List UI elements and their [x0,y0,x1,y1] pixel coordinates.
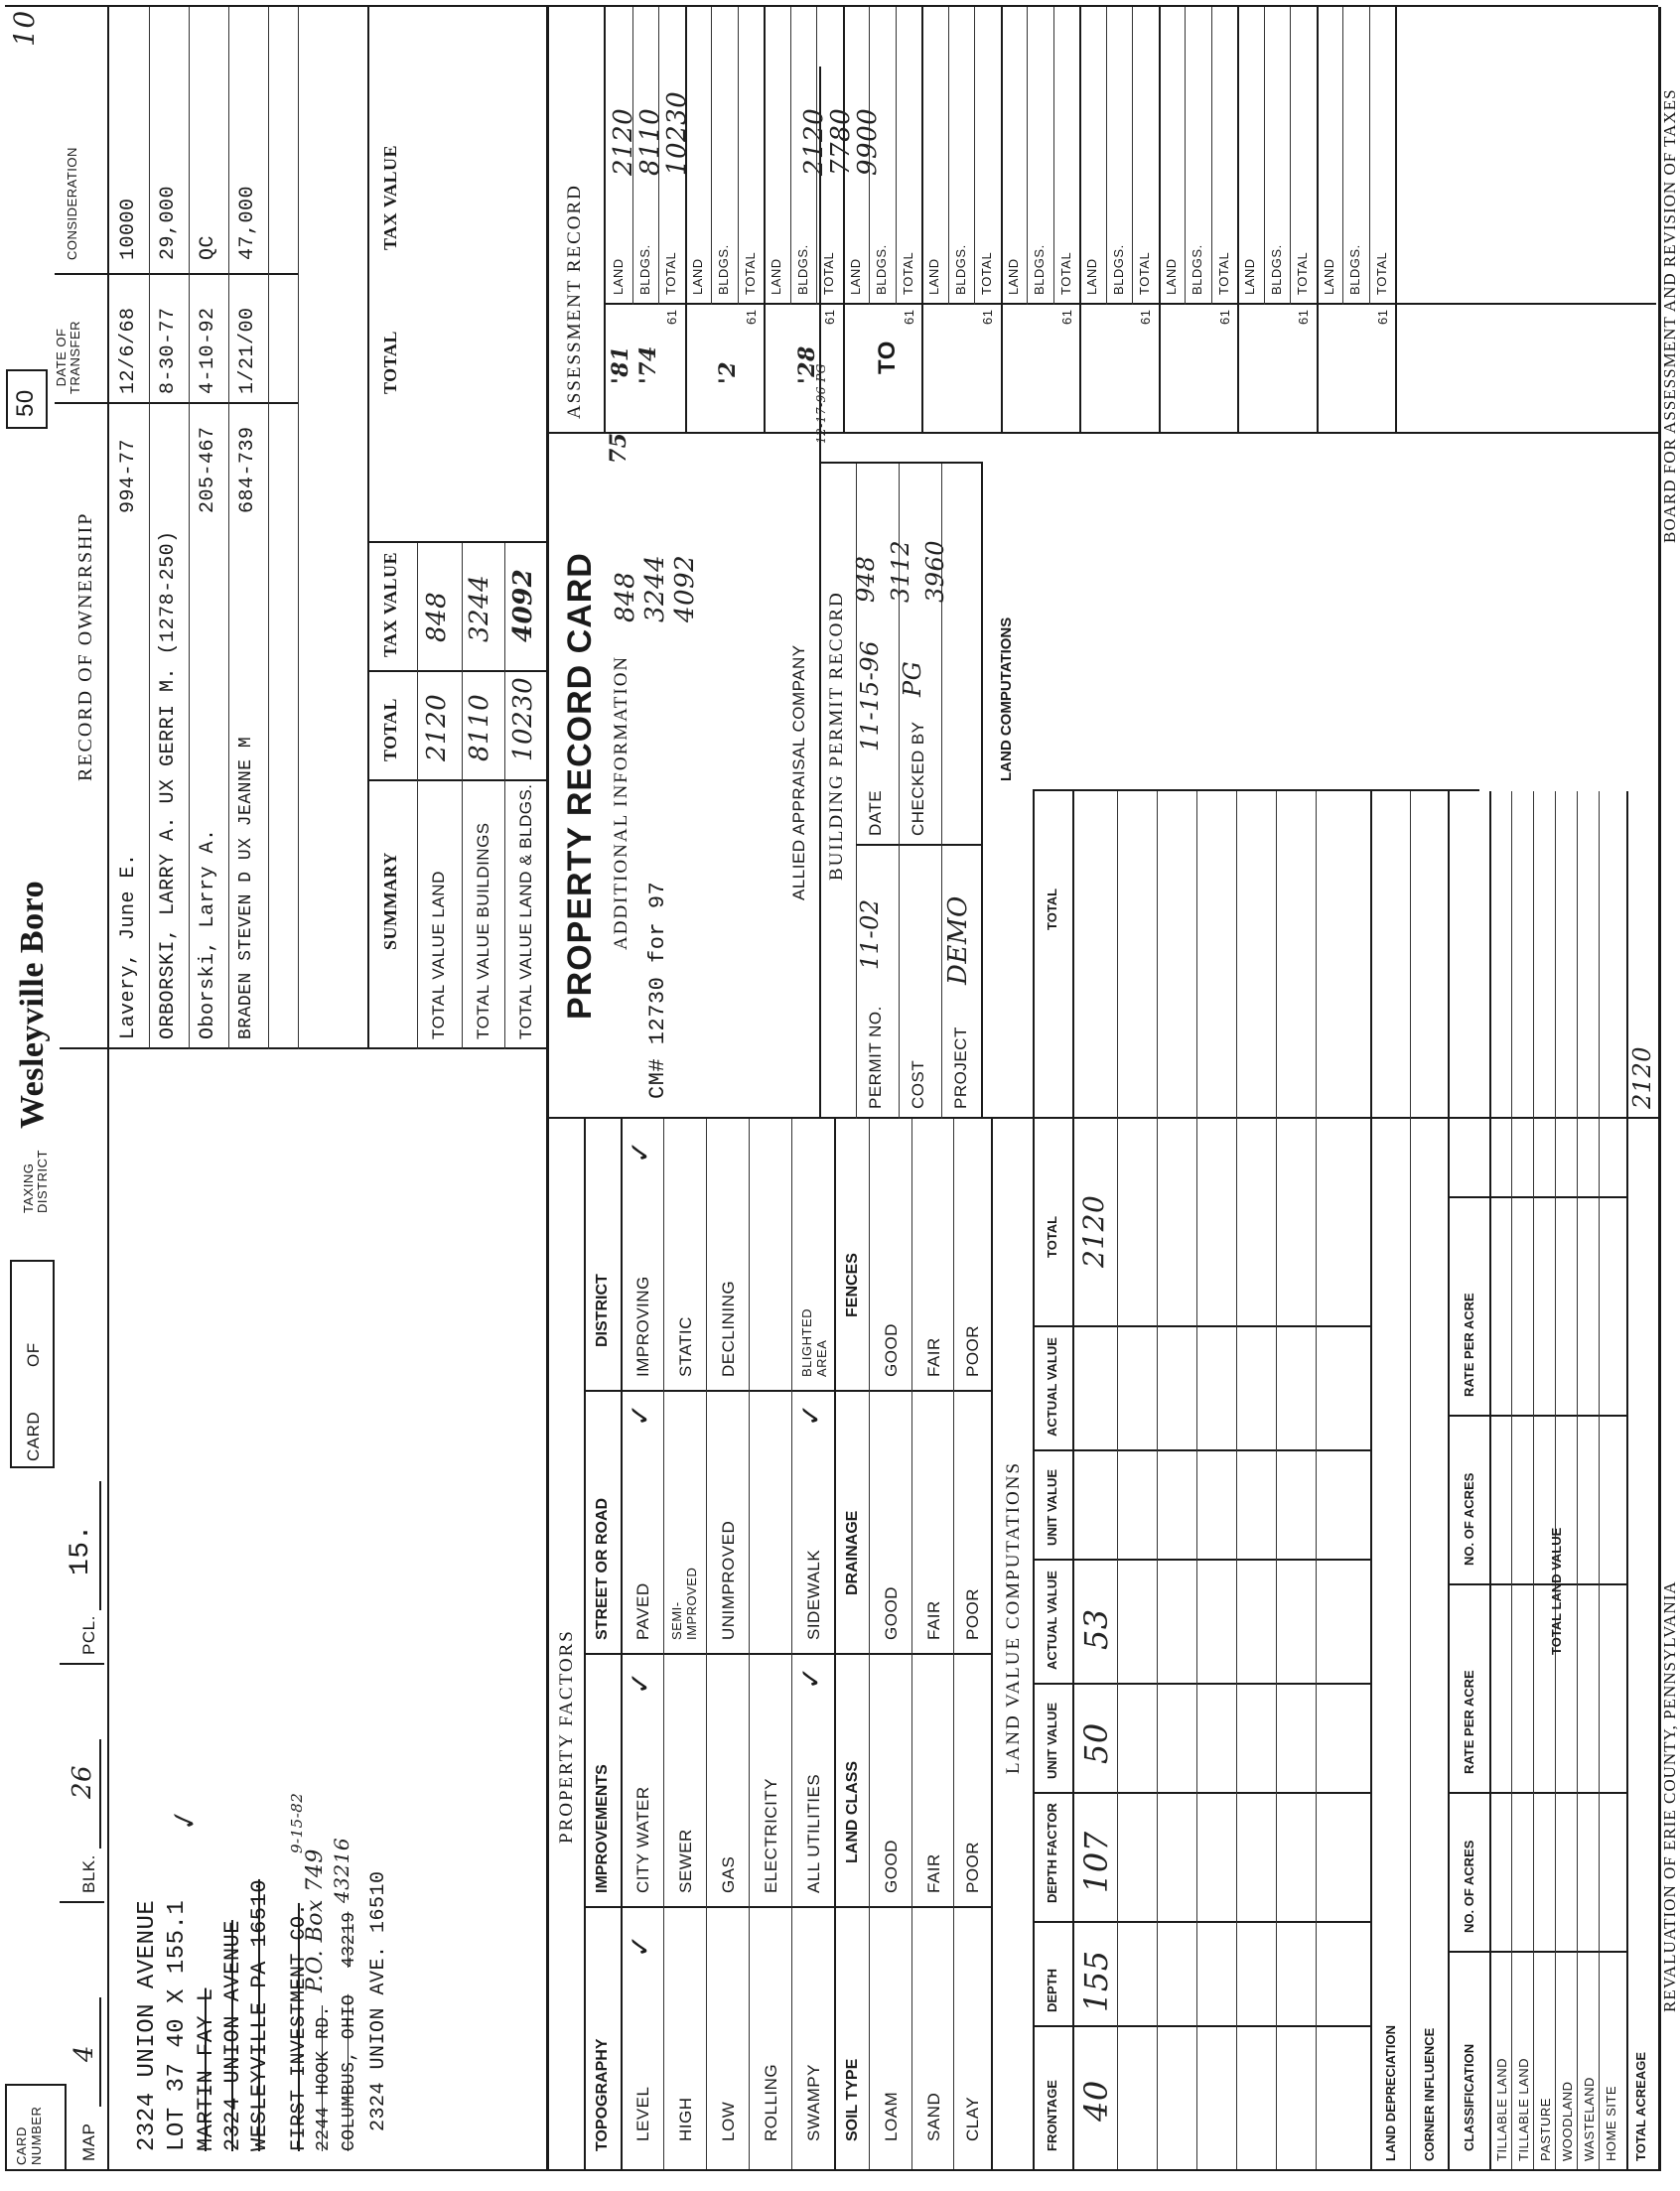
corner-influence-label: CORNER INFLUENCE [1422,2027,1437,2161]
address-line-2: LOT 37 40 X 155.1 [164,1899,191,2151]
acre-rate-header-2: RATE PER ACRE [1462,1293,1476,1397]
blk-label: BLK. [79,1854,98,1893]
lv-unit-value-2-header: UNIT VALUE [1045,1468,1059,1546]
assess-hand-75: 75 [606,432,631,464]
owner-2-date: 8-30-77 [157,307,180,394]
pcl-value: 15. [66,1524,96,1575]
card-number-label: CARD NUMBER [14,2106,44,2165]
assessment-total-label: TOTAL [1137,251,1152,295]
project-value: DEMO [943,895,973,985]
land-depreciation-label: LAND DEPRECIATION [1383,2025,1398,2161]
permit-value-1: 948 [852,555,880,603]
lv-actual-value: 53 [1077,1608,1115,1650]
impr-all-utilities: ALL UTILITIES [804,1773,823,1893]
assess-total-81: 10230 [662,90,692,176]
summary-row-2-label: TOTAL VALUE BUILDINGS [474,822,492,1039]
acre-row-woodland: WOODLAND [1560,2081,1575,2161]
columbus-struck: COLUMBUS, OHIO [340,1993,359,2151]
assess-year-74: '74 [635,345,661,384]
acre-row-tillable-2: TILLABLE LAND [1516,2057,1531,2161]
drainage-poor: POOR [963,1587,982,1640]
permit-value-3: 3960 [921,539,949,603]
lv-depth-factor-header: DEPTH FACTOR [1045,1803,1059,1903]
hand-value-2: 3244 [640,554,670,622]
summary-row-1-label: TOTAL VALUE LAND [429,871,448,1039]
assessment-bldgs-label: BLDGS. [952,244,968,295]
assessment-title: ASSESSMENT RECORD [564,184,585,419]
assessment-land-label: LAND [1242,258,1257,295]
land-class-poor: POOR [963,1841,982,1893]
lv-depth-header: DEPTH [1045,1968,1059,2012]
lv-frontage-header: FRONTAGE [1045,2080,1059,2151]
fences-poor: POOR [963,1324,982,1377]
hand-date-note: 9-15-82 [288,1792,306,1853]
acre-row-wasteland: WASTELAND [1582,2077,1597,2161]
assessment-61-mark: 61 [1138,309,1153,325]
assess-bldgs-28: 7780 [826,107,856,176]
owner-4-ref: 684-739 [236,426,259,513]
permit-no-label: PERMIT NO. [866,1006,885,1109]
owner-4-date: 1/21/00 [236,307,259,394]
assessment-61-mark: 61 [743,309,759,325]
street-header: STREET OR ROAD [594,1497,611,1640]
lv-unit-value: 50 [1077,1722,1115,1764]
assessment-total-label: TOTAL [663,251,678,295]
acre-classification-header: CLASSIFICATION [1462,2043,1476,2151]
assess-land-81: 2120 [609,107,638,176]
ownership-title: RECORD OF OWNERSHIP [74,511,96,781]
owner-4-consideration: 47,000 [236,185,259,260]
assessment-61-mark: 61 [822,309,837,325]
assessment-bldgs-label: BLDGS. [794,244,810,295]
acre-rate-header-1: RATE PER ACRE [1462,1670,1476,1774]
summary-row-3-label: TOTAL VALUE LAND & BLDGS. [516,783,535,1039]
blighted-check-icon: ✓ [794,1403,827,1427]
land-value-title: LAND VALUE COMPUTATIONS [1003,1460,1024,1774]
assessment-bldgs-label: BLDGS. [716,244,731,295]
permit-title: BUILDING PERMIT RECORD [826,591,847,881]
assessment-total-label: TOTAL [1373,251,1389,295]
prc-title: PROPERTY RECORD CARD [561,552,599,1020]
assessment-land-label: LAND [1005,258,1021,295]
fences-good: GOOD [882,1323,901,1377]
land-computations-title: LAND COMPUTATIONS [998,616,1015,781]
lv-actual-value-header: ACTUAL VALUE [1045,1571,1059,1670]
district-static: STATIC [676,1316,695,1377]
assess-total-28: 9900 [853,107,883,176]
topo-low: LOW [719,2101,738,2141]
summary-tax-header: TAX VALUE [380,551,400,657]
sidewalk-check-icon: ✓ [794,1666,827,1690]
columbus-zip-struck: 43219 [340,1911,359,1968]
assessment-bldgs-label: BLDGS. [1190,244,1204,295]
land-class-good: GOOD [882,1840,901,1893]
level-check-icon: ✓ [624,1934,656,1958]
assessment-61-mark: 61 [1216,309,1232,325]
district-declining: DECLINING [719,1280,738,1377]
street-sidewalk: SIDEWALK [804,1549,823,1640]
paved-check-icon: ✓ [624,1403,656,1427]
owner-3-date: 4-10-92 [197,307,219,394]
topography-header: TOPOGRAPHY [594,2038,611,2151]
assessment-total-label: TOTAL [979,251,994,295]
owner-2-name: ORBORSKI, LARRY A. UX GERRI M. (1278-250) [157,530,180,1039]
city-water-check-icon: ✓ [624,1671,656,1695]
assessment-land-label: LAND [689,258,705,295]
lv-right-total-header: TOTAL [1045,888,1059,930]
topo-high: HIGH [676,2097,695,2141]
owner-4-name: BRADEN STEVEN D UX JEANNE M [236,736,256,1039]
map-value: 4 [70,2044,99,2062]
soil-loam: LOAM [882,2091,901,2141]
street-unimproved: UNIMPROVED [719,1520,738,1640]
soil-clay: CLAY [963,2096,982,2141]
assess-to: TO [874,341,901,374]
assess-land-28: 2120 [799,107,829,176]
lv-total-header: TOTAL [1045,1215,1059,1258]
assessment-61-mark: 61 [901,309,916,325]
fences-header: FENCES [844,1253,861,1317]
assessment-bldgs-label: BLDGS. [1268,244,1284,295]
struck-owner: MARTIN FAY L [194,1987,218,2151]
summary-row-1-tax: 848 [422,591,452,642]
struck-address: 2324 UNION AVENUE [220,1920,245,2151]
lv-depth-value: 155 [1077,1950,1115,2012]
first-investment: FIRST INVESTMENT CO. [288,1902,311,2151]
assessment-61-mark: 61 [980,309,995,325]
assessment-61-mark: 61 [1374,309,1390,325]
assessment-bldgs-label: BLDGS. [636,244,652,295]
hand-value-3: 4092 [670,554,700,622]
owner-3-name: Oborski, Larry A. [197,828,219,1039]
assess-year-28: '28 [794,345,820,384]
assessment-land-label: LAND [1163,258,1179,295]
pcl-label: PCL. [79,1615,98,1655]
summary-row-3-total: 10230 [508,676,538,761]
assessment-land-label: LAND [769,258,783,295]
total-land-value: 2120 [1628,1045,1656,1109]
assess-year-2: '2 [715,360,741,384]
impr-sewer: SEWER [676,1829,695,1893]
card-label: CARD [24,1411,43,1461]
lv-unit-value-header: UNIT VALUE [1045,1702,1059,1779]
district-header: DISTRICT [594,1274,611,1347]
acre-row-pasture: PASTURE [1538,2098,1553,2161]
assessment-bldgs-label: BLDGS. [874,244,889,295]
drainage-fair: FAIR [924,1600,943,1640]
owner-1-ref: 994-77 [117,438,140,513]
impr-gas: GAS [719,1855,738,1893]
drainage-good: GOOD [882,1586,901,1640]
blk-value: 26 [68,1764,97,1799]
property-factors-title: PROPERTY FACTORS [556,1629,577,1844]
company-name: ALLIED APPRAISAL COMPANY [789,644,808,900]
owner-1-date: 12/6/68 [117,307,140,394]
acre-row-tillable-1: TILLABLE LAND [1494,2057,1509,2161]
soil-sand: SAND [924,2092,943,2141]
topo-rolling: ROLLING [762,2063,780,2141]
summary-row-3-tax: 4092 [508,568,538,642]
owner-2-consideration: 29,000 [157,185,180,260]
district-blighted: BLIGHTED AREA [799,1307,829,1377]
lv-frontage-value: 40 [1077,2080,1115,2122]
assessment-land-label: LAND [847,258,863,295]
corner-mark: 10 [8,10,41,47]
permit-date-value: 11-15-96 [856,640,884,752]
assessment-land-label: LAND [1321,258,1336,295]
improving-check-icon: ✓ [624,1140,656,1164]
lv-total-value: 2120 [1077,1194,1110,1268]
assessment-61-mark: 61 [1296,309,1311,325]
impr-electricity: ELECTRICITY [762,1777,780,1893]
owner-3-consideration: QC [197,234,219,260]
acre-no-header-1: NO. OF ACRES [1462,1840,1476,1933]
summary-total-header: TOTAL [380,698,400,761]
impr-city-water: CITY WATER [633,1786,652,1893]
summary-title: SUMMARY [380,852,400,950]
soil-header: SOIL TYPE [844,2058,861,2141]
columbus-zip-hand: 43216 [330,1837,353,1903]
lv-actual-value-2-header: ACTUAL VALUE [1045,1337,1059,1437]
date-transfer-header: DATE OF TRANSFER [54,320,82,394]
owner-3-ref: 205-467 [197,426,219,513]
total-land-value-label: TOTAL LAND VALUE [1549,1527,1564,1655]
topo-swampy: SWAMPY [804,2064,823,2141]
street-paved: PAVED [633,1582,652,1640]
acre-row-home-site: HOME SITE [1604,2085,1618,2161]
assess-year-81: '81 [608,345,633,384]
taxing-district-label: TAXING DISTRICT [21,1150,50,1213]
cost-label: COST [909,1059,927,1109]
project-label: PROJECT [951,1027,970,1109]
owner-1-name: Lavery, June E. [117,853,140,1039]
land-class-header: LAND CLASS [844,1760,861,1863]
page-number: 50 [12,389,39,417]
assessment-total-label: TOTAL [742,251,758,295]
assessment-total-label: TOTAL [900,251,915,295]
consideration-header: CONSIDERATION [65,147,79,260]
topo-level: LEVEL [633,2086,652,2141]
additional-info-title: ADDITIONAL INFORMATION [611,654,631,950]
assessment-land-label: LAND [1084,258,1099,295]
footer-right: BOARD FOR ASSESSMENT AND REVISION OF TAXES [1660,88,1679,543]
summary-right-total: TOTAL [380,331,400,394]
assessment-bldgs-label: BLDGS. [1032,244,1047,295]
assessment-land-label: LAND [926,258,941,295]
permit-value-2: 3112 [887,539,914,603]
street-semi: SEMI- IMPROVED [669,1567,699,1640]
improvements-header: IMPROVEMENTS [594,1764,611,1893]
of-label: OF [24,1342,43,1367]
assessment-bldgs-label: BLDGS. [1347,244,1362,295]
assessment-total-label: TOTAL [1215,251,1231,295]
assessment-bldgs-label: BLDGS. [1110,244,1126,295]
acre-no-header-2: NO. OF ACRES [1462,1472,1476,1566]
struck-city: WESLEYVILLE PA 16510 [247,1878,272,2151]
summary-row-2-total: 8110 [465,693,494,761]
assessment-total-label: TOTAL [1057,251,1073,295]
checked-by-value: PG [899,660,926,697]
lv-depth-factor-value: 107 [1077,1831,1115,1893]
district-improving: IMPROVING [633,1276,652,1377]
assess-bldgs-81: 8110 [635,107,665,176]
po-box-hand: P.O. Box 749 [303,1849,328,1992]
district-name: Wesleyville Boro [14,880,51,1129]
summary-row-1-total: 2120 [422,693,452,761]
permit-no-value: 11-02 [856,898,884,970]
fences-fair: FAIR [924,1337,943,1377]
land-class-fair: FAIR [924,1853,943,1893]
map-label: MAP [79,2123,98,2161]
mail-line: 2324 UNION AVE. 16510 [367,1870,390,2131]
assessment-61-mark: 61 [1058,309,1074,325]
address-line-1: 2324 UNION AVENUE [134,1899,161,2151]
hand-check-note: ✓ [165,1805,206,1839]
footer-left: REVALUATION OF ERIE COUNTY, PENNSYLVANIA [1660,1580,1679,2012]
assessment-total-label: TOTAL [821,251,836,295]
total-acreage-label: TOTAL ACREAGE [1633,2051,1648,2161]
assessment-total-label: TOTAL [1295,251,1310,295]
assess-hand-date: 12-17-96 PG [814,363,828,444]
checked-by-label: CHECKED BY [909,721,927,836]
assessment-land-label: LAND [611,258,626,295]
hand-value-1: 848 [611,571,640,622]
summary-row-2-tax: 3244 [465,574,494,642]
assessment-61-mark: 61 [664,309,679,325]
owner-1-consideration: 10000 [117,198,140,260]
permit-date-label: DATE [866,789,885,836]
po-box-struck: 2244 HOOK RD. [314,2005,334,2151]
summary-right-tax: TAX VALUE [380,144,400,250]
cm-line: CM# 12730 for 97 [645,881,670,1099]
drainage-header: DRAINAGE [844,1510,861,1595]
